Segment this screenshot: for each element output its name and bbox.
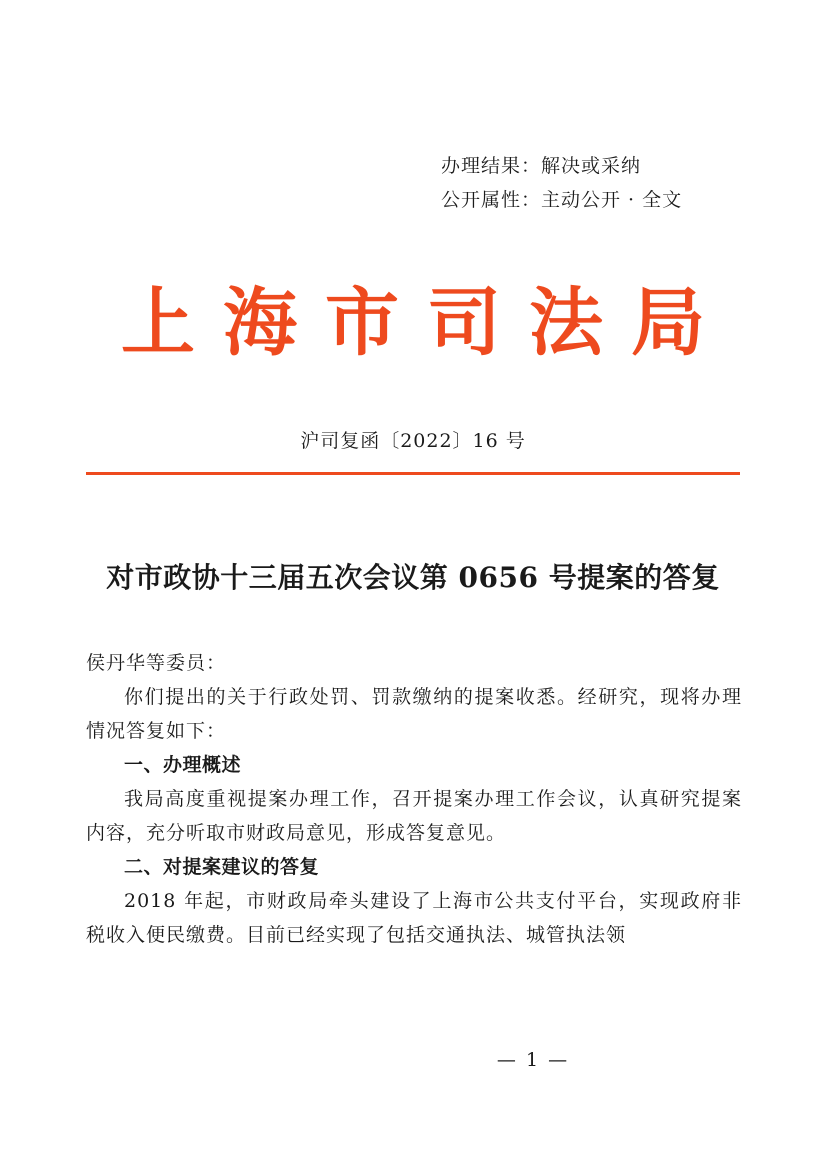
paragraph-overview: 我局高度重视提案办理工作，召开提案办理工作会议，认真研究提案内容，充分听取市财政局意见，形成答复意见。	[86, 788, 742, 844]
salutation: 侯丹华等委员：	[86, 652, 227, 674]
issuing-organization: 上海市司法局	[121, 280, 733, 366]
section-heading-reply: 二、对提案建议的答复	[124, 856, 320, 878]
disclosure-attribute: 公开属性：主动公开 · 全文	[441, 189, 683, 211]
page-number: — 1 —	[496, 1049, 570, 1071]
handling-result: 办理结果：解决或采纳	[441, 155, 642, 177]
document-title: 对市政协十三届五次会议第 0656 号提案的答复	[106, 561, 720, 594]
paragraph-reply: 2018 年起，市财政局牵头建设了上海市公共支付平台，实现政府非税收入便民缴费。目前已经实现了包括交通执法、城管执法领	[86, 890, 742, 946]
document-body	[86, 646, 742, 952]
paragraph-intro: 你们提出的关于行政处罚、罚款缴纳的提案收悉。经研究，现将办理情况答复如下：	[86, 686, 742, 742]
document-number: 沪司复函〔2022〕16 号	[300, 430, 526, 452]
section-heading-overview: 一、办理概述	[124, 754, 242, 776]
red-divider	[86, 472, 740, 475]
